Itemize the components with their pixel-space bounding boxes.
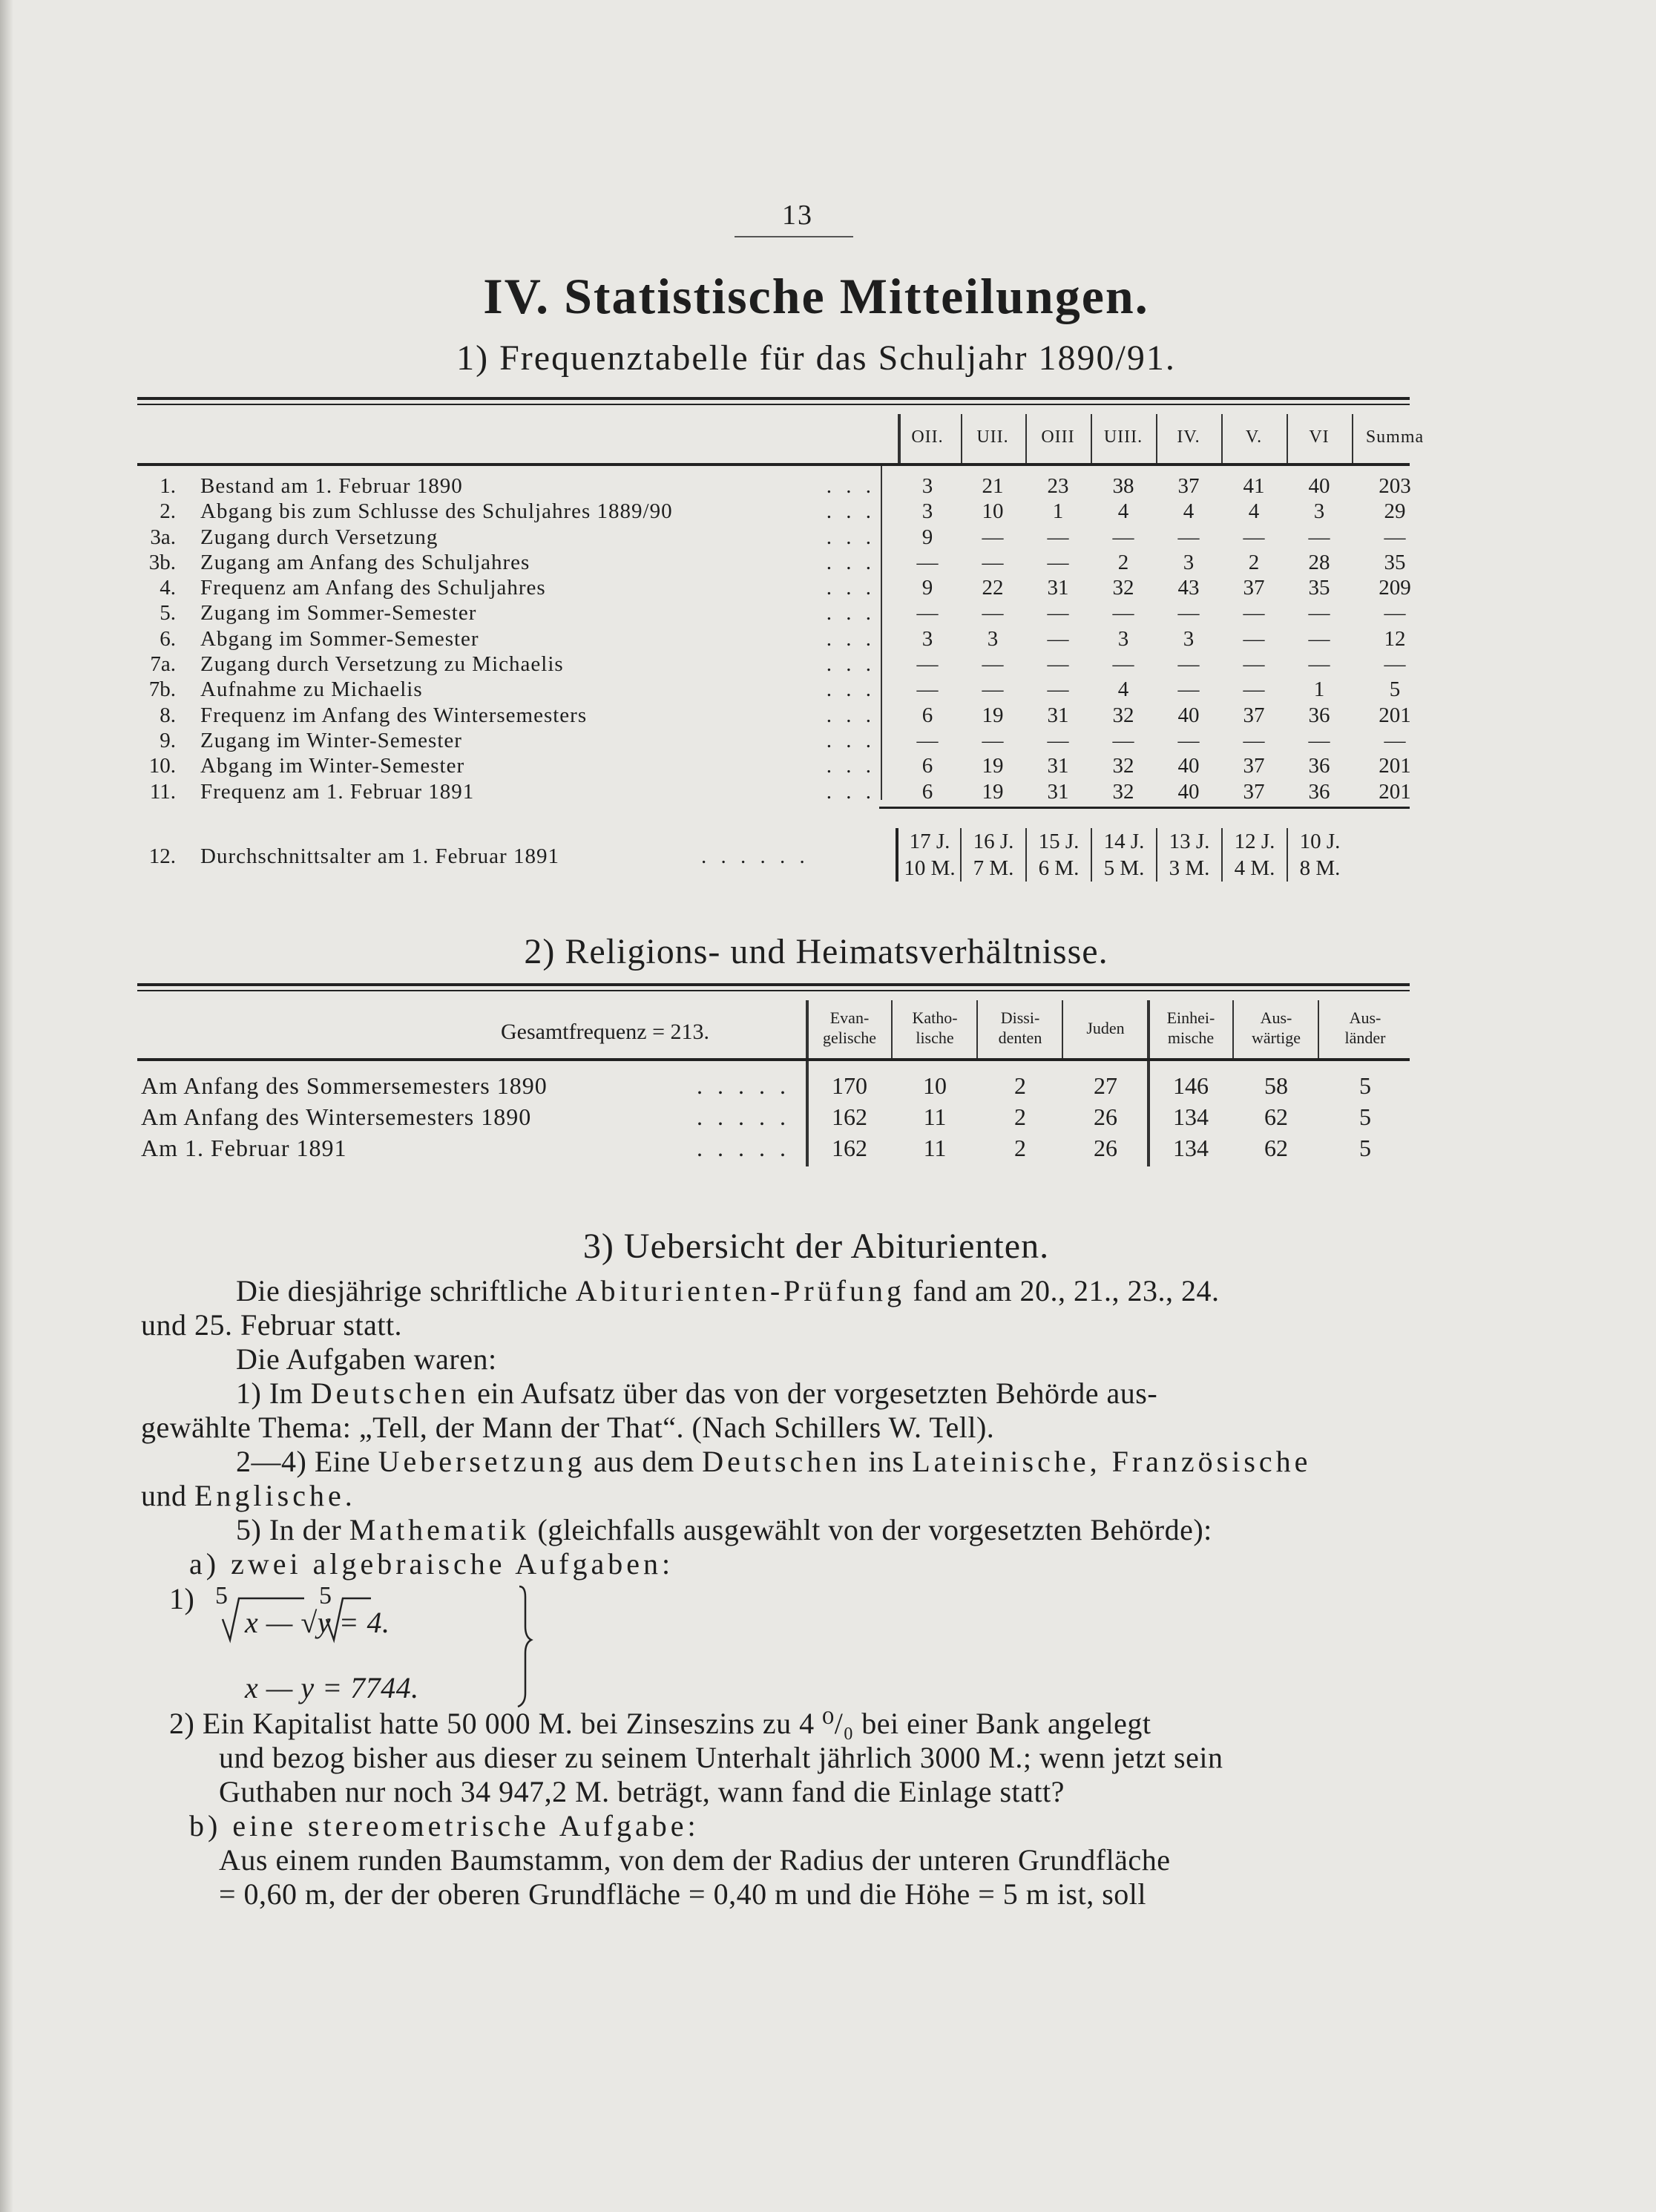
row-label: Zugang im Winter-Semester: [200, 728, 462, 752]
row-label: Frequenz am Anfang des Schuljahres: [200, 576, 546, 600]
column-header: [894, 1008, 976, 1048]
row-number: 2.: [160, 499, 176, 524]
column-header-line: denten: [998, 1028, 1042, 1047]
table-cell: —: [1047, 677, 1069, 702]
column-header-line: Aus-: [1349, 1008, 1381, 1027]
table-cell: 41: [1243, 474, 1265, 498]
row-label: Frequenz am 1. Februar 1891: [200, 779, 475, 804]
paragraph-line: und 25. Februar statt.: [141, 1308, 403, 1342]
table-cell: —: [982, 728, 1004, 752]
section-title: IV. Statistische Mitteilungen.: [483, 268, 1149, 324]
table-cell: 32: [1112, 754, 1134, 778]
table-cell: —: [982, 652, 1004, 677]
table-cell: —: [982, 677, 1004, 702]
table-cell: 6: [921, 703, 933, 727]
table-cell: 43: [1177, 576, 1200, 600]
table-cell: —: [1384, 601, 1406, 626]
table-top-rule: [137, 397, 1410, 405]
average-age-cell: [1221, 828, 1287, 882]
table-cell: —: [1308, 601, 1330, 626]
table-cell: 203: [1379, 474, 1411, 498]
table-row: [137, 600, 1410, 626]
section3-heading: 3) Uebersicht der Abiturienten.: [582, 1227, 1050, 1266]
table-cell: 32: [1112, 703, 1134, 727]
table-cell: 5: [1359, 1103, 1371, 1130]
table-cell: —: [916, 601, 939, 626]
leader-dots: . . .: [826, 754, 875, 778]
table-cell: —: [1177, 601, 1200, 626]
table-cell: 19: [982, 754, 1004, 778]
row-number: 10.: [148, 754, 176, 778]
months-value: 4 M.: [1234, 856, 1275, 880]
table-cell: 31: [1047, 779, 1069, 804]
years-value: 17 J.: [909, 830, 950, 853]
row-number: 11.: [149, 779, 176, 804]
average-age-cell: [1287, 828, 1352, 882]
table-cell: 40: [1308, 474, 1330, 498]
paragraph-line: 2—4) Eine Uebersetzung aus dem Deutschen ins Lateinische, Französische: [236, 1445, 1312, 1478]
table-row: [137, 779, 1410, 804]
leader-dots: . . . . .: [697, 1103, 790, 1130]
table-cell: 23: [1047, 474, 1069, 498]
paragraph-line: 2) Ein Kapitalist hatte 50 000 M. bei Zinseszins zu 4 ⁰/₀ bei einer Bank angelegt: [169, 1707, 1151, 1740]
table-cell: 31: [1047, 576, 1069, 600]
column-header: VI: [1309, 427, 1330, 447]
page-number-rule: [735, 236, 853, 237]
table-cell: 31: [1047, 754, 1069, 778]
table-row: [137, 1070, 1410, 1101]
column-header-line: Evan-: [829, 1008, 870, 1027]
table-cell: 209: [1379, 576, 1411, 600]
equation-system: [215, 1582, 542, 1708]
table-cell: 146: [1173, 1072, 1209, 1099]
table-cell: —: [1308, 728, 1330, 752]
root-index: 5: [319, 1582, 332, 1609]
table-cell: 38: [1112, 474, 1134, 498]
table-cell: 4: [1248, 499, 1260, 524]
table-header-row: [137, 991, 1410, 1058]
column-header-line: wärtige: [1252, 1028, 1301, 1047]
row-number: 1.: [160, 474, 176, 498]
table-body: [137, 466, 1410, 804]
table-cell: 4: [1183, 499, 1195, 524]
years-value: 14 J.: [1103, 830, 1145, 853]
table-cell: 4: [1117, 677, 1129, 702]
table-cell: 134: [1173, 1135, 1209, 1161]
column-separator: [976, 1000, 978, 1058]
column-separator: [1062, 1000, 1063, 1058]
table-cell: 37: [1243, 703, 1265, 727]
table-cell: 29: [1384, 499, 1406, 524]
table-cell: 201: [1379, 703, 1411, 727]
leader-dots: . . .: [826, 474, 875, 498]
table-row: [137, 728, 1410, 753]
row-label: Zugang durch Versetzung zu Michaelis: [200, 652, 564, 677]
years-value: 16 J.: [973, 830, 1014, 853]
table-cell: —: [1047, 601, 1069, 626]
table-cell: —: [982, 525, 1004, 549]
table-row: [137, 550, 1410, 575]
paragraph-line: 5) In der Mathematik (gleichfalls ausgewählt von der vorgesetzten Behörde):: [236, 1513, 1212, 1546]
table-cell: 201: [1379, 754, 1411, 778]
table-row: [137, 1132, 1410, 1164]
paragraph-line: Aus einem runden Baumstamm, von dem der Radius der unteren Grundfläche: [219, 1843, 1171, 1877]
table-cell: 19: [982, 779, 1004, 804]
table-cell: 40: [1177, 754, 1200, 778]
table-cell: 22: [982, 576, 1004, 600]
table1-heading: 1) Frequenztabelle für das Schuljahr 1890/91.: [456, 338, 1176, 378]
table-cell: —: [1112, 525, 1134, 549]
table-cell: —: [1243, 626, 1265, 651]
column-separator: [891, 1000, 893, 1058]
table-cell: 3: [1183, 626, 1195, 651]
column-header-line: Juden: [1086, 1019, 1125, 1037]
table-cell: 11: [923, 1103, 947, 1130]
column-header-line: gelische: [822, 1028, 877, 1047]
root-index: 5: [215, 1582, 228, 1609]
table-row: [137, 652, 1410, 677]
leader-dots: . . .: [826, 779, 875, 804]
column-separator: [1025, 414, 1027, 463]
row-number: 5.: [160, 601, 176, 626]
row-label: Am Anfang des Wintersemesters 1890: [141, 1103, 532, 1130]
table-cell: 3: [921, 474, 933, 498]
row-label: Am 1. Februar 1891: [141, 1135, 347, 1161]
column-header: OII.: [911, 427, 944, 447]
table-cell: 3: [987, 626, 999, 651]
row-label: Am Anfang des Sommersemesters 1890: [141, 1072, 548, 1099]
paragraph-line: = 0,60 m, der der oberen Grundfläche = 0,40 m und die Höhe = 5 m ist, soll: [219, 1877, 1146, 1911]
table-cell: 11: [923, 1135, 947, 1161]
row-label: Bestand am 1. Februar 1890: [200, 474, 463, 498]
column-header: UIII.: [1103, 427, 1143, 447]
table-cell: 1: [1052, 499, 1064, 524]
table-cell: 12: [1384, 626, 1406, 651]
years-value: 12 J.: [1234, 830, 1275, 853]
leader-dots: . . .: [826, 652, 875, 677]
paragraph-line: 1) Im Deutschen ein Aufsatz über das von der vorgesetzten Behörde aus-: [236, 1376, 1158, 1410]
leader-dots: . . .: [826, 576, 875, 600]
row-number: 3a.: [150, 525, 176, 549]
table-cell: 10: [923, 1072, 947, 1099]
leader-dots: . . .: [826, 525, 875, 549]
column-header-line: Dissi-: [1000, 1008, 1040, 1027]
column-header-line: lische: [916, 1028, 954, 1047]
table-cell: 6: [921, 779, 933, 804]
paragraph-line: und Englische.: [141, 1479, 356, 1512]
column-separator: [1318, 1000, 1319, 1058]
average-age-cell: [1091, 828, 1156, 882]
table-cell: —: [1243, 677, 1265, 702]
paragraph-line: Die Aufgaben waren:: [236, 1342, 497, 1376]
column-header: [1321, 1008, 1410, 1048]
row-label: Aufnahme zu Michaelis: [200, 677, 423, 702]
column-header: [1150, 1008, 1232, 1048]
row-label: Zugang durch Versetzung: [200, 525, 438, 549]
table-cell: 170: [832, 1072, 867, 1099]
table-cell: —: [1243, 652, 1265, 677]
column-header: [809, 1008, 890, 1048]
leader-dots: . . .: [826, 626, 875, 651]
table-cell: —: [982, 601, 1004, 626]
table-cell: 2: [1014, 1135, 1026, 1161]
table-row: [137, 1101, 1410, 1132]
table-cell: 201: [1379, 779, 1411, 804]
table-cell: 62: [1264, 1135, 1288, 1161]
paragraph-line: gewählte Thema: „Tell, der Mann der That“. (Nach Schillers W. Tell).: [141, 1411, 995, 1444]
average-age-row: [137, 822, 1410, 889]
table-cell: 2: [1014, 1072, 1026, 1099]
table-cell: 36: [1308, 754, 1330, 778]
row-number: 7b.: [148, 677, 176, 702]
table-cell: 5: [1359, 1072, 1371, 1099]
column-separator: [1156, 414, 1157, 463]
row-number: 6.: [160, 626, 176, 651]
table-cell: 35: [1384, 550, 1406, 574]
leader-dots: . . . . .: [697, 1072, 790, 1099]
table-cell: —: [1047, 652, 1069, 677]
total-frequency-label: Gesamtfrequenz = 213.: [501, 1020, 709, 1044]
column-separator: [1091, 414, 1092, 463]
paragraph-line: Guthaben nur noch 34 947,2 M. beträgt, wann fand die Einlage statt?: [219, 1775, 1065, 1808]
table-cell: —: [1243, 601, 1265, 626]
table-cell: —: [1177, 652, 1200, 677]
table-cell: 26: [1094, 1135, 1117, 1161]
table-cell: —: [1243, 728, 1265, 752]
table-cell: 37: [1243, 779, 1265, 804]
average-age-cell: [960, 828, 1025, 882]
months-value: 3 M.: [1169, 856, 1210, 880]
table-cell: 27: [1094, 1072, 1117, 1099]
months-value: 5 M.: [1103, 856, 1145, 880]
column-header-line: mische: [1167, 1028, 1215, 1047]
table-cell: 5: [1389, 677, 1401, 702]
row-label: Abgang im Winter-Semester: [200, 754, 465, 778]
table-cell: 40: [1177, 703, 1200, 727]
table-cell: 3: [1313, 499, 1325, 524]
table-cell: 5: [1359, 1135, 1371, 1161]
table-cell: —: [1047, 550, 1069, 574]
column-header-line: Katho-: [912, 1008, 958, 1027]
table-row: [137, 677, 1410, 702]
table-top-rule: [137, 983, 1410, 991]
column-header-line: Aus-: [1260, 1008, 1292, 1027]
years-value: 13 J.: [1169, 830, 1210, 853]
page-number: 13: [782, 200, 813, 231]
table-cell: 21: [982, 474, 1004, 498]
row-number: 12.: [148, 844, 176, 868]
table-cell: —: [1384, 652, 1406, 677]
table-cell: 28: [1308, 550, 1330, 574]
row-label: Durchschnittsalter am 1. Februar 1891: [200, 844, 559, 868]
table-cell: 36: [1308, 779, 1330, 804]
average-age-cell: [1025, 828, 1091, 882]
table-row: [137, 753, 1410, 778]
table-cell: 9: [921, 576, 933, 600]
row-label: Frequenz im Anfang des Wintersemesters: [200, 703, 588, 727]
paragraph-line: b) eine stereometrische Aufgabe:: [189, 1809, 700, 1842]
table-cell: 3: [921, 626, 933, 651]
leader-dots: . . .: [826, 601, 875, 626]
table-cell: 31: [1047, 703, 1069, 727]
equation-number: 1): [169, 1582, 195, 1615]
table-cell: 9: [921, 525, 933, 549]
table-body: [137, 1061, 1410, 1164]
frequency-table: [137, 397, 1425, 804]
table-cell: 134: [1173, 1103, 1209, 1130]
table-cell: —: [1308, 525, 1330, 549]
leader-dots: . . .: [826, 703, 875, 727]
months-value: 7 M.: [973, 856, 1014, 880]
leader-dots: . . .: [826, 728, 875, 752]
table-cell: —: [1112, 601, 1134, 626]
table-cell: —: [1177, 525, 1200, 549]
table-cell: 37: [1243, 576, 1265, 600]
column-separator: [1232, 1000, 1234, 1058]
table-row: [137, 525, 1410, 550]
column-header: Summa: [1365, 427, 1425, 447]
row-number: 4.: [160, 576, 176, 600]
table-cell: 3: [1183, 550, 1195, 574]
table-cell: 1: [1313, 677, 1325, 702]
table-cell: —: [1047, 525, 1069, 549]
table-cell: 3: [1117, 626, 1129, 651]
table-cell: 58: [1264, 1072, 1288, 1099]
column-separator: [1221, 414, 1223, 463]
table-cell: —: [916, 677, 939, 702]
table-cell: 35: [1308, 576, 1330, 600]
table-cell: 6: [921, 754, 933, 778]
table-cell: 4: [1117, 499, 1129, 524]
paragraph-line: und bezog bisher aus dieser zu seinem Unterhalt jährlich 3000 M.; wenn jetzt sein: [219, 1741, 1223, 1774]
leader-dots: . . .: [826, 550, 875, 574]
table-cell: —: [1384, 728, 1406, 752]
table-cell: 2: [1248, 550, 1260, 574]
row-label: Abgang im Sommer-Semester: [200, 626, 479, 651]
table-cell: 26: [1094, 1103, 1117, 1130]
column-header: UII.: [976, 427, 1009, 447]
leader-dots: . . . . . .: [701, 844, 809, 868]
column-header: [1065, 1018, 1146, 1038]
column-header: IV.: [1177, 427, 1200, 447]
religion-table: [137, 983, 1410, 1164]
table-cell: 37: [1177, 474, 1200, 498]
table-cell: —: [1112, 728, 1134, 752]
months-value: 10 M.: [904, 856, 956, 880]
column-header: [1235, 1008, 1317, 1048]
table-bottom-rule: [879, 807, 1410, 809]
table-cell: 19: [982, 703, 1004, 727]
equation-line-2: x — y = 7744.: [245, 1671, 419, 1704]
table-cell: —: [982, 550, 1004, 574]
table-row: [137, 499, 1410, 524]
page-edge-shadow: [0, 0, 13, 2212]
table-cell: 37: [1243, 754, 1265, 778]
row-label: Abgang bis zum Schlusse des Schuljahres 1889/90: [200, 499, 673, 524]
column-header: OIII: [1041, 427, 1075, 447]
paragraph-line: Die diesjährige schriftliche Abiturienten-Prüfung fand am 20., 21., 23., 24.: [236, 1274, 1220, 1307]
table-cell: 162: [832, 1135, 867, 1161]
years-value: 15 J.: [1038, 830, 1080, 853]
row-label: Zugang am Anfang des Schuljahres: [200, 550, 530, 574]
column-separator: [1287, 414, 1288, 463]
table-cell: —: [1243, 525, 1265, 549]
row-number: 8.: [160, 703, 176, 727]
table-cell: —: [1384, 525, 1406, 549]
table-cell: —: [1177, 728, 1200, 752]
table-row: [137, 575, 1410, 600]
table-cell: —: [1112, 652, 1134, 677]
row-number: 7a.: [150, 652, 176, 677]
table-cell: 32: [1112, 779, 1134, 804]
table-cell: 36: [1308, 703, 1330, 727]
row-label: Zugang im Sommer-Semester: [200, 601, 477, 626]
table-cell: —: [1308, 652, 1330, 677]
column-separator: [1352, 414, 1353, 463]
table2-heading: 2) Religions- und Heimatsverhältnisse.: [524, 932, 1108, 971]
table-cell: —: [916, 550, 939, 574]
table-cell: 40: [1177, 779, 1200, 804]
table-cell: 3: [921, 499, 933, 524]
leader-dots: . . .: [826, 677, 875, 702]
table-cell: 10: [982, 499, 1004, 524]
table-cell: 162: [832, 1103, 867, 1130]
table-cell: 2: [1117, 550, 1129, 574]
paragraph-line: a) zwei algebraische Aufgaben:: [189, 1547, 674, 1581]
row-number: 9.: [160, 728, 176, 752]
leader-dots: . . .: [826, 499, 875, 524]
months-value: 8 M.: [1299, 856, 1341, 880]
table-row: [137, 473, 1410, 499]
row-number: 3b.: [148, 550, 176, 574]
column-header: [979, 1008, 1061, 1048]
table-cell: —: [916, 652, 939, 677]
table-cell: 32: [1112, 576, 1134, 600]
column-header-line: Einhei-: [1166, 1008, 1215, 1027]
table-cell: —: [1047, 626, 1069, 651]
table-cell: —: [1308, 626, 1330, 651]
table-header-row: [137, 405, 1425, 463]
table-cell: —: [1177, 677, 1200, 702]
leader-dots: . . . . .: [697, 1135, 790, 1161]
table-row: [137, 626, 1410, 652]
equation-line-1: x — √y = 4.: [245, 1606, 390, 1639]
table-cell: 2: [1014, 1103, 1026, 1130]
column-header: V.: [1245, 427, 1263, 447]
months-value: 6 M.: [1038, 856, 1080, 880]
table-cell: —: [1047, 728, 1069, 752]
column-header-line: länder: [1344, 1028, 1386, 1047]
table-row: [137, 703, 1410, 728]
average-age-cell: [1156, 828, 1221, 882]
table-cell: —: [916, 728, 939, 752]
average-age-cell: [896, 828, 961, 882]
years-value: 10 J.: [1299, 830, 1341, 853]
table-cell: 62: [1264, 1103, 1288, 1130]
